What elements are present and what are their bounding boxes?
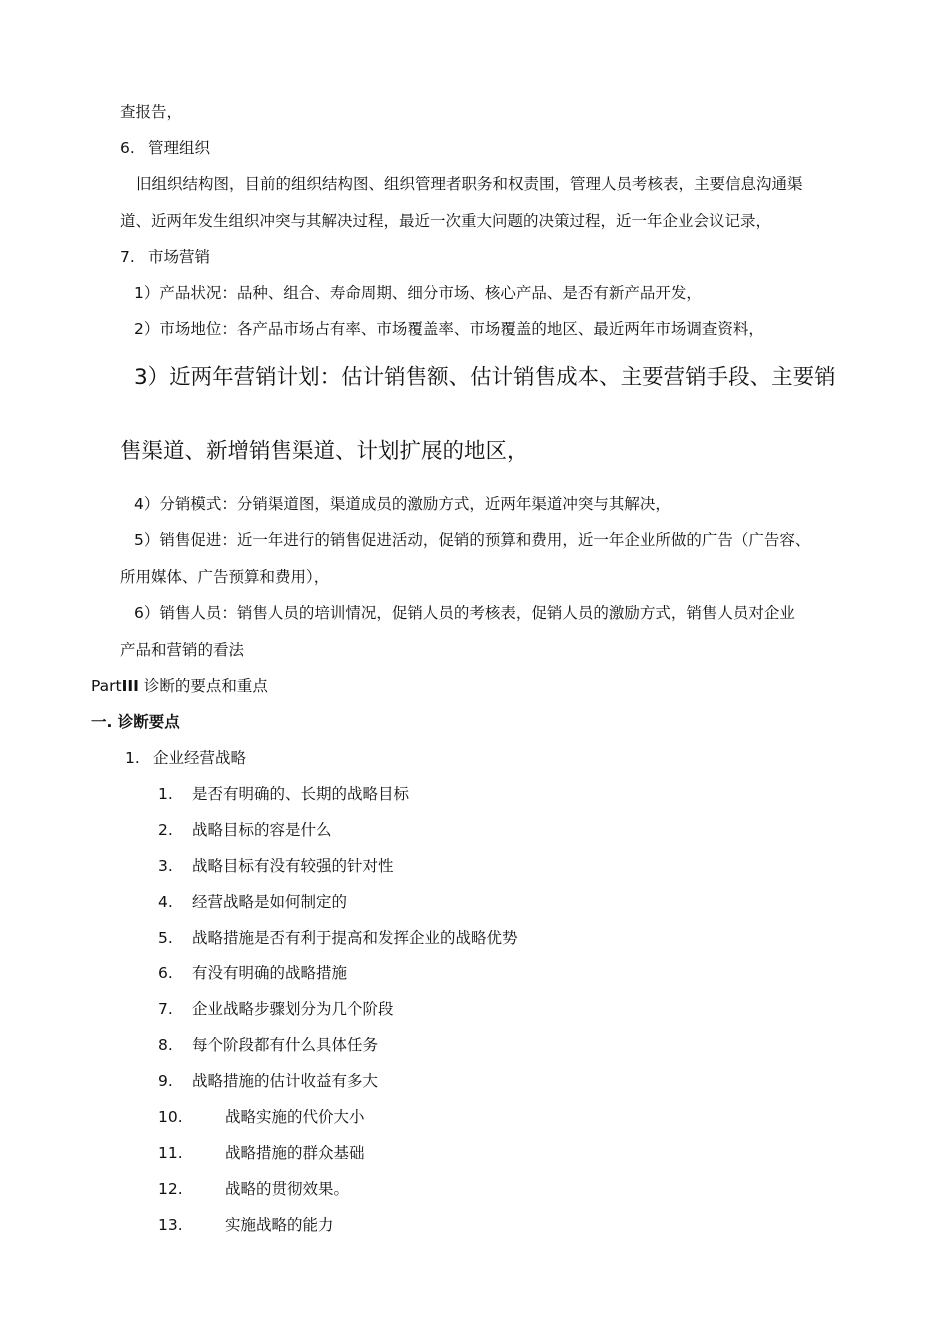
list-heading-label: 管理组织	[148, 139, 211, 157]
part-heading-prefix: Part	[91, 677, 122, 695]
item-text: 战略目标有没有较强的针对性	[192, 857, 394, 875]
item-text: 战略的贯彻效果。	[225, 1180, 350, 1198]
numbered-item	[158, 856, 394, 876]
item-number: 12.	[158, 1180, 183, 1198]
item-number: 3.	[158, 857, 173, 875]
item-number: 9.	[158, 1072, 173, 1090]
subsection-heading	[125, 748, 246, 768]
list-item: 2）市场地位：各产品市场占有率、市场覆盖率、市场覆盖的地区、最近两年市场调查资料，	[134, 320, 764, 338]
item-text: 战略措施的估计收益有多大	[192, 1072, 379, 1090]
section-heading: 一. 诊断要点	[91, 713, 180, 731]
list-item: 6）销售人员：销售人员的培训情况，促销人员的考核表，促销人员的激励方式，销售人员对企业	[134, 604, 795, 622]
item-number: 6.	[158, 964, 173, 982]
list-item-large-continued: 售渠道、新增销售渠道、计划扩展的地区，	[120, 439, 529, 464]
list-number: 7.	[120, 248, 135, 266]
numbered-item	[158, 963, 347, 983]
list-item: 5）销售促进：近一年进行的销售促进活动，促销的预算和费用，近一年企业所做的广告（广告容、	[134, 531, 811, 549]
list-heading-management	[120, 138, 210, 158]
text-line: 查报告，	[120, 103, 183, 121]
item-number: 2.	[158, 821, 173, 839]
numbered-item	[158, 784, 409, 804]
list-item-continued: 所用媒体、广告预算和费用），	[120, 568, 330, 586]
item-text: 战略措施的群众基础	[225, 1144, 365, 1162]
item-text: 每个阶段都有什么具体任务	[192, 1036, 379, 1054]
numbered-item	[158, 1143, 365, 1163]
item-text: 有没有明确的战略措施	[192, 964, 348, 982]
numbered-item	[158, 999, 394, 1019]
part-heading-text: 诊断的要点和重点	[138, 677, 268, 695]
item-number: 8.	[158, 1036, 173, 1054]
numbered-item	[158, 1071, 378, 1091]
paragraph-line: 旧组织结构图，目前的组织结构图、组织管理者职务和权责围，管理人员考核表，主要信息沟通渠	[136, 175, 803, 193]
item-number: 13.	[158, 1216, 183, 1234]
item-text: 经营战略是如何制定的	[192, 893, 348, 911]
subsection-label: 企业经营战略	[153, 749, 247, 767]
numbered-item	[158, 1035, 378, 1055]
numbered-item	[158, 820, 332, 840]
item-text: 实施战略的能力	[225, 1216, 334, 1234]
item-text: 是否有明确的、长期的战略目标	[192, 785, 410, 803]
list-item: 4）分销模式：分销渠道图，渠道成员的激励方式，近两年渠道冲突与其解决，	[134, 495, 671, 513]
list-heading-marketing	[120, 247, 210, 267]
paragraph-line: 道、近两年发生组织冲突与其解决过程，最近一次重大问题的决策过程，近一年企业会议记录，	[120, 212, 772, 230]
list-item-large: 3）近两年营销计划：估计销售额、估计销售成本、主要营销手段、主要销	[134, 365, 836, 390]
list-item: 1）产品状况：品种、组合、寿命周期、细分市场、核心产品、是否有新产品开发，	[134, 284, 702, 302]
numbered-item	[158, 1107, 365, 1127]
item-number: 1.	[158, 785, 173, 803]
item-number: 4.	[158, 893, 173, 911]
part-heading-roman: III	[121, 677, 139, 695]
part-heading	[91, 676, 268, 696]
item-text: 战略实施的代价大小	[225, 1108, 365, 1126]
item-number: 7.	[158, 1000, 173, 1018]
list-heading-label: 市场营销	[148, 248, 211, 266]
item-number: 5.	[158, 929, 173, 947]
numbered-item	[158, 892, 347, 912]
item-text: 战略措施是否有利于提高和发挥企业的战略优势	[192, 929, 518, 947]
list-number: 6.	[120, 139, 135, 157]
numbered-item	[158, 1215, 334, 1235]
list-item-continued: 产品和营销的看法	[120, 641, 245, 659]
numbered-item	[158, 928, 518, 948]
item-text: 企业战略步骤划分为几个阶段	[192, 1000, 394, 1018]
item-number: 10.	[158, 1108, 183, 1126]
item-number: 11.	[158, 1144, 183, 1162]
numbered-item	[158, 1179, 349, 1199]
item-text: 战略目标的容是什么	[192, 821, 332, 839]
list-number: 1.	[125, 749, 140, 767]
